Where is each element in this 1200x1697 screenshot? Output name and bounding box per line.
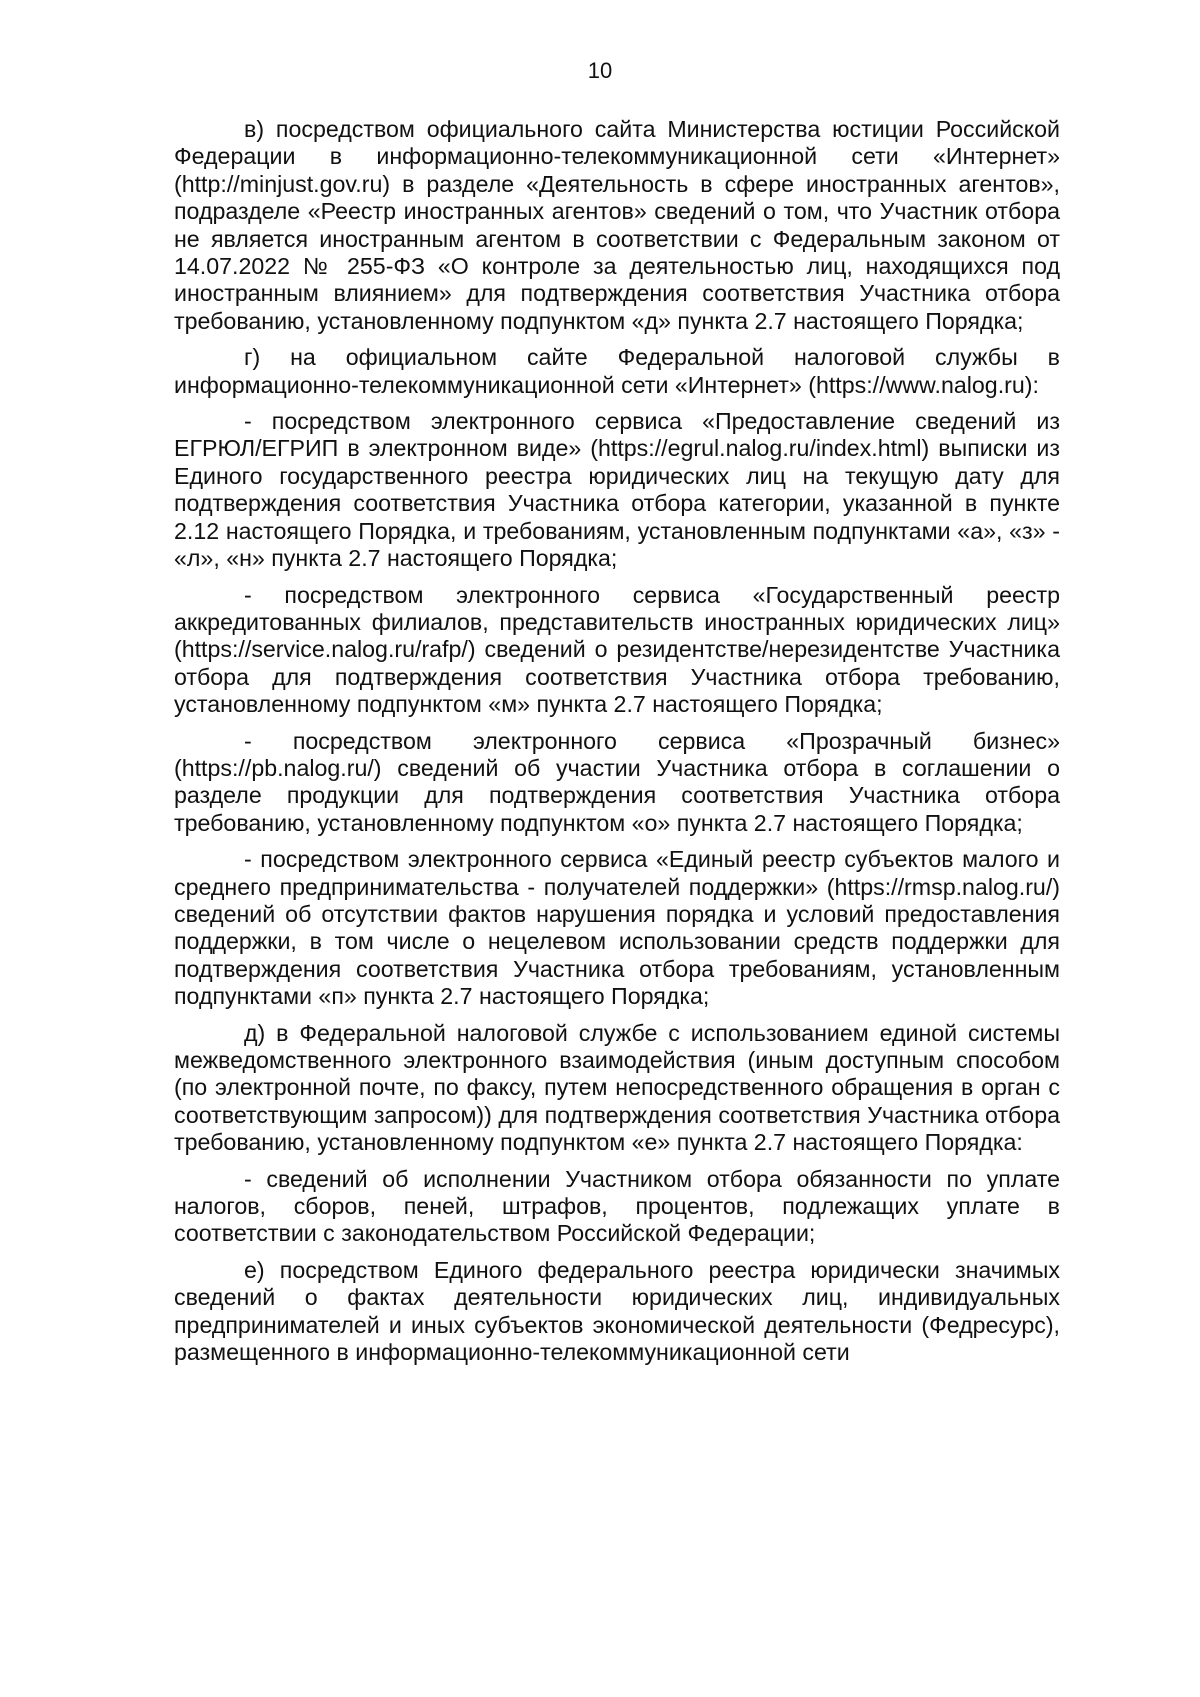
document-body	[174, 116, 1060, 1375]
paragraph-rafp-service: - посредством электронного сервиса «Государственный реестр аккредитованных филиалов, представительств иностранных юридических лиц» (https://service.nalog.ru/rafp/) сведений о резидентстве/нерезидентстве Участника отбора для подтверждения соответствия Участника отбора требованию, установленному подпунктом «м» пункта 2.7 настоящего Порядка;	[174, 581, 1060, 718]
paragraph-v-minjust: в) посредством официального сайта Министерства юстиции Российской Федерации в информационно-телекоммуникационной сети «Интернет» (http://minjust.gov.ru) в разделе «Деятельность в сфере иностранных агентов», подразделе «Реестр иностранных агентов» сведений о том, что Участник отбора не является иностранным агентом в соответствии с Федеральным законом от 14.07.2022 № 255-ФЗ «О контроле за деятельностью лиц, находящихся под иностранным влиянием» для подтверждения соответствия Участника отбора требованию, установленному подпунктом «д» пункта 2.7 настоящего Порядка;	[174, 116, 1060, 334]
paragraph-egrul-service: - посредством электронного сервиса «Предоставление сведений из ЕГРЮЛ/ЕГРИП в электронном виде» (https://egrul.nalog.ru/index.html) выписки из Единого государственного реестра юридических лиц на текущую дату для подтверждения соответствия Участника отбора категории, указанной в пункте 2.12 настоящего Порядка, и требованиям, установленным подпунктами «а», «з» - «л», «н» пункта 2.7 настоящего Порядка;	[174, 408, 1060, 572]
paragraph-rmsp-service: - посредством электронного сервиса «Единый реестр субъектов малого и среднего предпринимательства - получателей поддержки» (https://rmsp.nalog.ru/) сведений об отсутствии фактов нарушения порядка и условий предоставления поддержки, в том числе о нецелевом использовании средств поддержки для подтверждения соответствия Участника отбора требованиям, установленным подпунктами «п» пункта 2.7 настоящего Порядка;	[174, 846, 1060, 1010]
paragraph-tax-obligations: - сведений об исполнении Участником отбора обязанности по уплате налогов, сборов, пеней, штрафов, процентов, подлежащих уплате в соответствии с законодательством Российской Федерации;	[174, 1165, 1060, 1247]
paragraph-g-nalog: г) на официальном сайте Федеральной налоговой службы в информационно-телекоммуникационной сети «Интернет» (https://www.nalog.ru):	[174, 344, 1060, 398]
paragraph-pb-service: - посредством электронного сервиса «Прозрачный бизнес» (https://pb.nalog.ru/) сведений об участии Участника отбора в соглашении о разделе продукции для подтверждения соответствия Участника отбора требованию, установленному подпунктом «о» пункта 2.7 настоящего Порядка;	[174, 727, 1060, 836]
page-number: 10	[587, 58, 613, 83]
paragraph-d-fns-smev: д) в Федеральной налоговой службе с использованием единой системы межведомственного электронного взаимодействия (иным доступным способом (по электронной почте, по факсу, путем непосредственного обращения в орган с соответствующим запросом)) для подтверждения соответствия Участника отбора требованию, установленному подпунктом «е» пункта 2.7 настоящего Порядка:	[174, 1019, 1060, 1156]
paragraph-e-fedresurs: е) посредством Единого федерального реестра юридически значимых сведений о фактах деятельности юридических лиц, индивидуальных предпринимателей и иных субъектов экономической деятельности (Федресурс), размещенного в информационно-телекоммуникационной сети	[174, 1256, 1060, 1366]
